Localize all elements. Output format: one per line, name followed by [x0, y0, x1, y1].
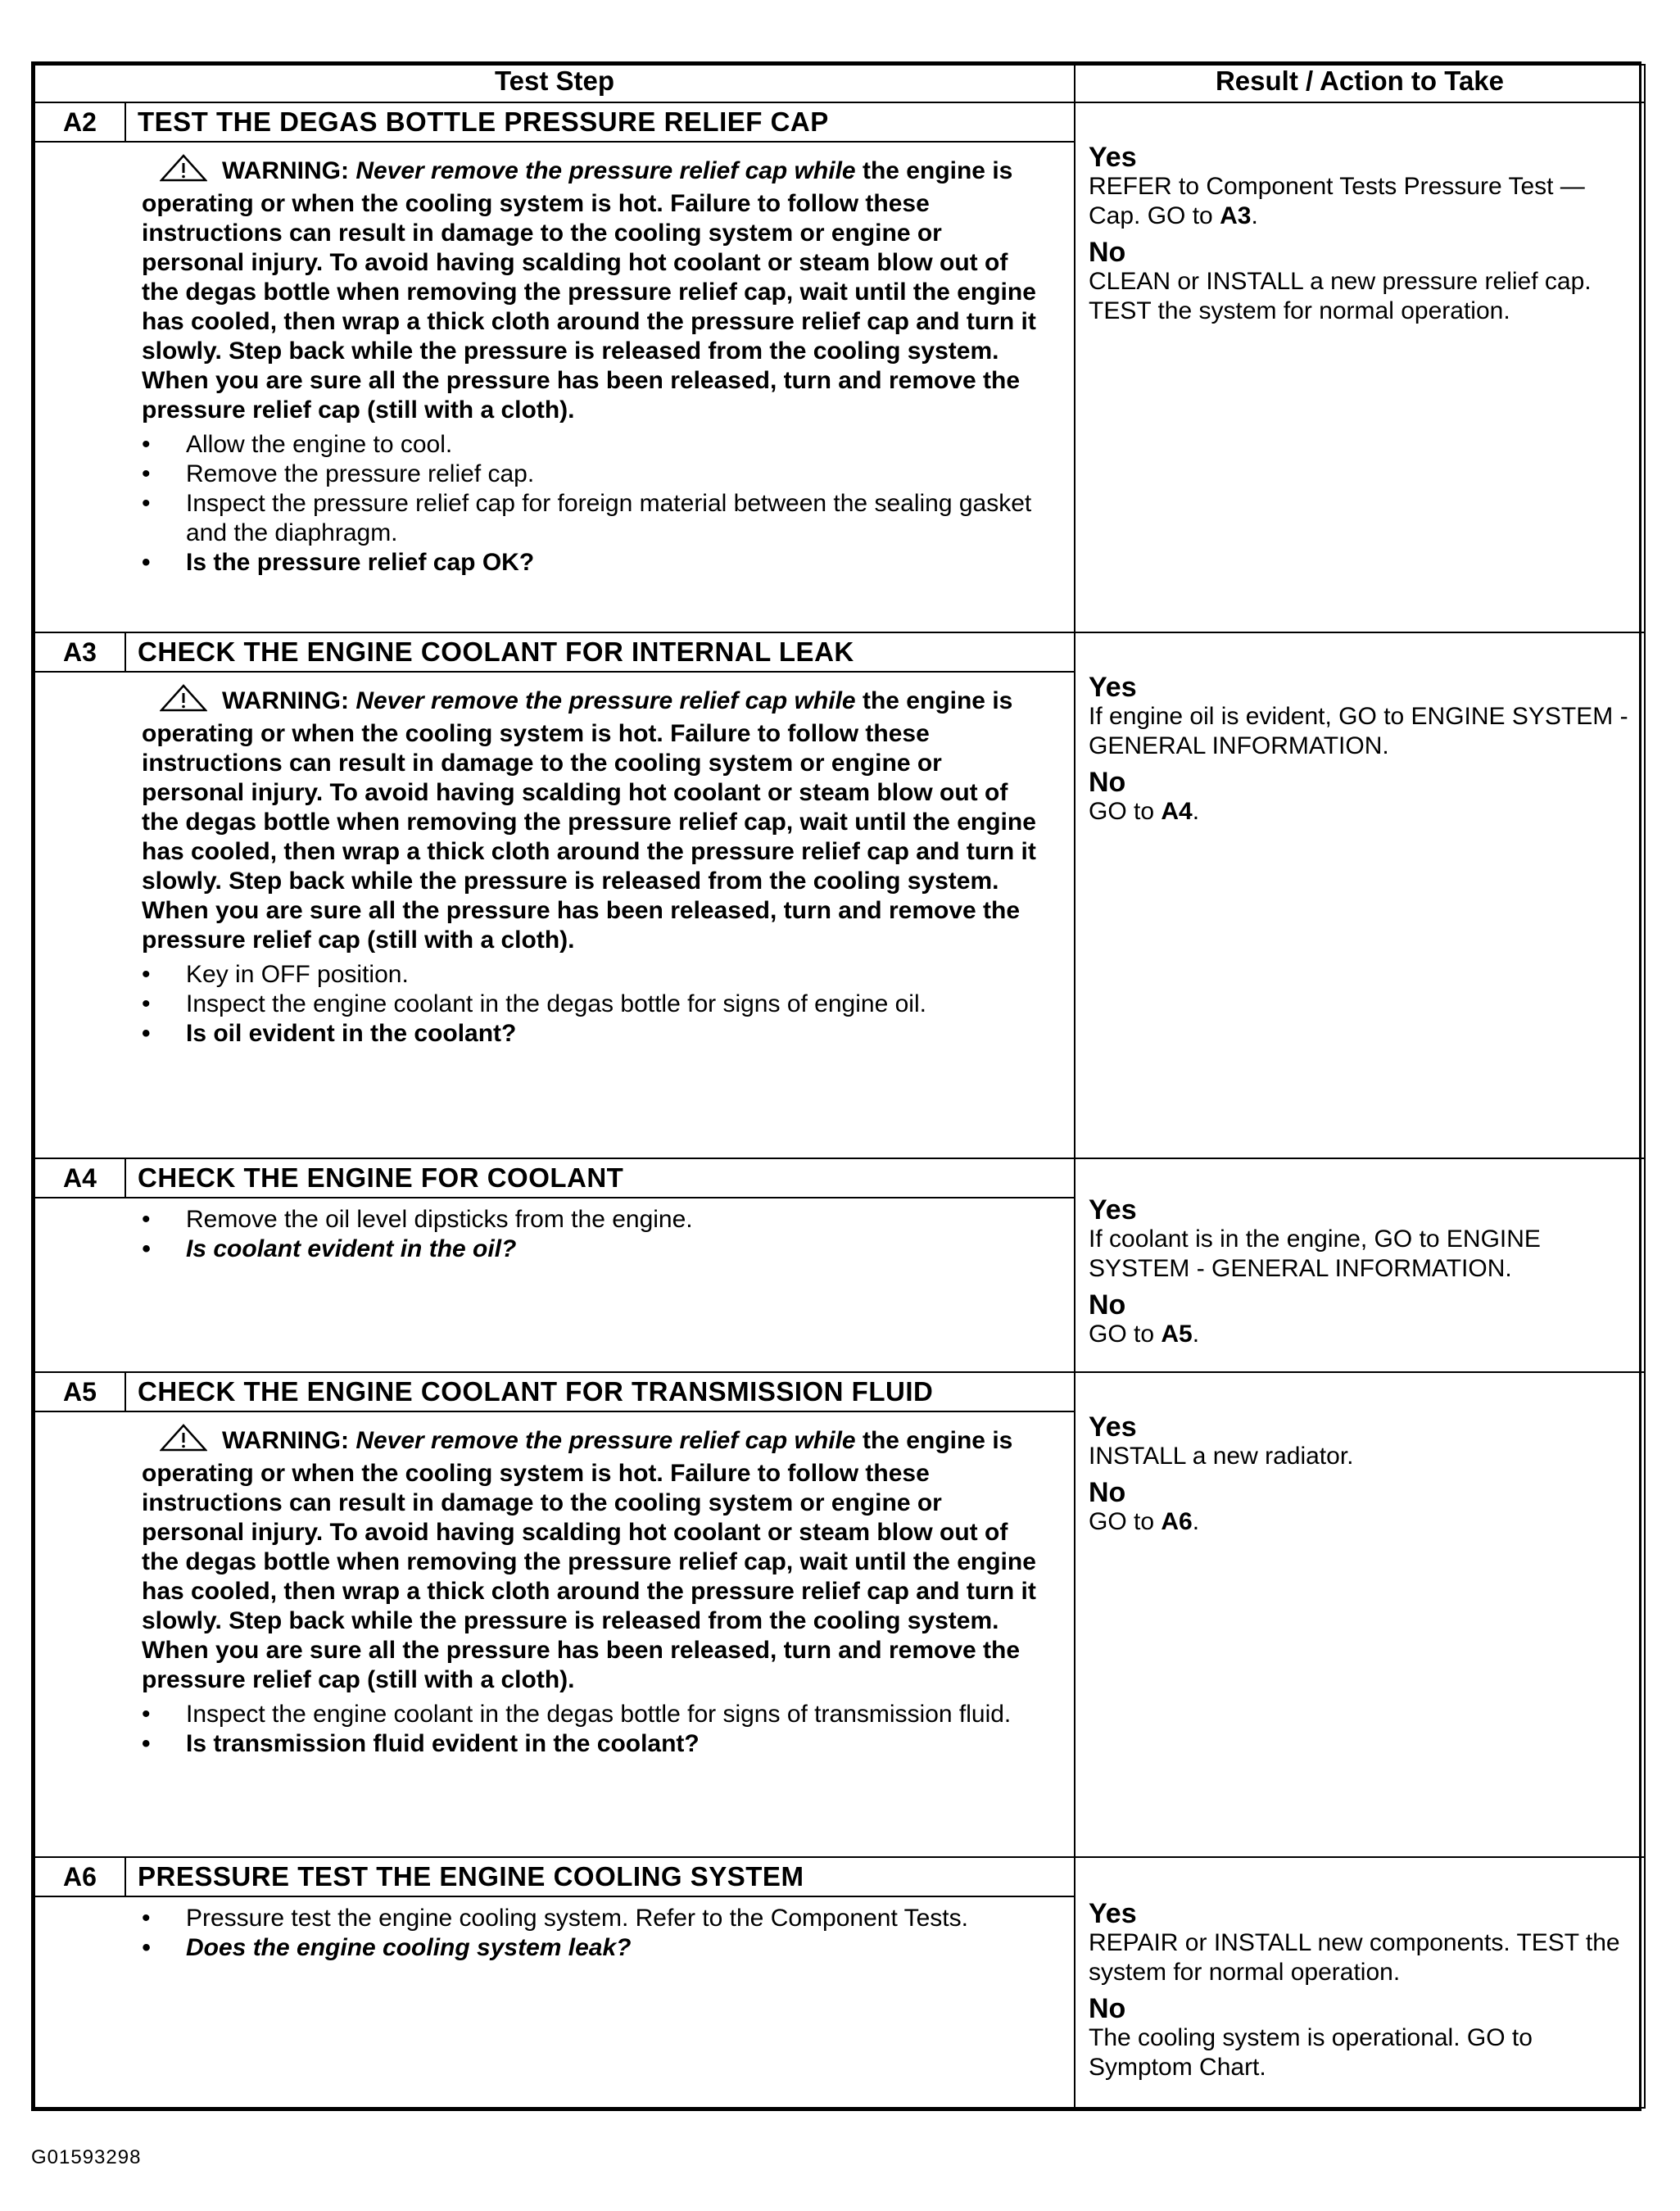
no-label: No: [1089, 237, 1126, 268]
list-item: • Inspect the engine coolant in the degas bottle for signs of transmission fluid.: [142, 1700, 1049, 1729]
step-a2-body: [34, 142, 1075, 632]
step-title: PRESSURE TEST THE ENGINE COOLING SYSTEM: [125, 1857, 1075, 1896]
warning-triangle-icon: [160, 154, 207, 189]
no-label: No: [1089, 1289, 1126, 1321]
header-test-step: Test Step: [34, 65, 1075, 102]
step-question: • Is transmission fluid evident in the coolant?: [142, 1729, 1049, 1759]
warning-block: WARNING: Never remove the pressure relief cap while the engine is operating or when the cooling system is hot. Failure to follow these instructions can result in damage to the cooling system or engine or personal injury. To avoid having scalding hot coolant or steam blow out of the degas bottle when removing the pressure relief cap, wait until the engine has cooled, then wrap a thick cloth around the pressure relief cap and turn it slowly. Step back while the pressure is released from the cooling system. When you are sure all the pressure has been released, turn and remove the pressure relief cap (still with a cloth).: [142, 1424, 1049, 1695]
step-a3-body: [34, 672, 1075, 1158]
step-a6-title-row: [34, 1857, 1645, 1896]
step-a2-result: [1075, 102, 1645, 632]
step-title: CHECK THE ENGINE COOLANT FOR INTERNAL LEAK: [125, 632, 1075, 672]
yes-text: If coolant is in the engine, GO to ENGINE SYSTEM - GENERAL INFORMATION.: [1089, 1226, 1541, 1282]
step-id: A3: [34, 632, 125, 672]
step-question: • Does the engine cooling system leak?: [142, 1933, 1049, 1963]
no-text: GO to A5.: [1089, 1321, 1200, 1348]
step-id: A6: [34, 1857, 125, 1896]
yes-label: Yes: [1089, 1898, 1137, 1929]
yes-text: INSTALL a new radiator.: [1089, 1443, 1354, 1470]
diagnostic-table: [31, 61, 1642, 2111]
step-a4-body: [34, 1198, 1075, 1372]
no-text: The cooling system is operational. GO to Symptom Chart.: [1089, 2024, 1533, 2081]
step-title: CHECK THE ENGINE COOLANT FOR TRANSMISSION FLUID: [125, 1372, 1075, 1411]
step-id: A4: [34, 1158, 125, 1198]
step-a2-title-row: [34, 102, 1645, 142]
yes-label: Yes: [1089, 142, 1137, 173]
list-item: • Allow the engine to cool.: [142, 430, 1049, 460]
step-title: TEST THE DEGAS BOTTLE PRESSURE RELIEF CAP: [125, 102, 1075, 142]
yes-text: REFER to Component Tests Pressure Test — Cap. GO to A3.: [1089, 173, 1585, 229]
warning-block: WARNING: Never remove the pressure relief cap while the engine is operating or when the cooling system is hot. Failure to follow these instructions can result in damage to the cooling system or engine or personal injury. To avoid having scalding hot coolant or steam blow out of the degas bottle when removing the pressure relief cap, wait until the engine has cooled, then wrap a thick cloth around the pressure relief cap and turn it slowly. Step back while the pressure is released from the cooling system. When you are sure all the pressure has been released, turn and remove the pressure relief cap (still with a cloth).: [142, 684, 1049, 955]
step-a5-result: [1075, 1372, 1645, 1857]
no-label: No: [1089, 767, 1126, 798]
step-a4-result: [1075, 1158, 1645, 1372]
step-bullets: [142, 430, 1049, 578]
step-id: A2: [34, 102, 125, 142]
step-question: • Is the pressure relief cap OK?: [142, 548, 1049, 578]
step-title: CHECK THE ENGINE FOR COOLANT: [125, 1158, 1075, 1198]
step-id: A5: [34, 1372, 125, 1411]
warning-triangle-icon: [160, 1424, 207, 1459]
step-a3-title-row: [34, 632, 1645, 672]
step-a6-body: [34, 1896, 1075, 2108]
no-text: CLEAN or INSTALL a new pressure relief cap. TEST the system for normal operation.: [1089, 268, 1592, 324]
list-item: • Remove the pressure relief cap.: [142, 460, 1049, 489]
yes-text: If engine oil is evident, GO to ENGINE SYSTEM - GENERAL INFORMATION.: [1089, 703, 1628, 759]
step-bullets: [142, 1700, 1049, 1759]
figure-id: G01593298: [31, 2146, 142, 2168]
list-item: • Pressure test the engine cooling system. Refer to the Component Tests.: [142, 1904, 1049, 1933]
list-item: • Key in OFF position.: [142, 960, 1049, 990]
yes-label: Yes: [1089, 1411, 1137, 1443]
step-a3-result: [1075, 632, 1645, 1158]
step-question: • Is oil evident in the coolant?: [142, 1019, 1049, 1049]
no-label: No: [1089, 1477, 1126, 1508]
list-item: • Inspect the engine coolant in the degas bottle for signs of engine oil.: [142, 990, 1049, 1019]
header-result-action: Result / Action to Take: [1075, 65, 1645, 102]
no-text: GO to A6.: [1089, 1508, 1200, 1535]
list-item: • Remove the oil level dipsticks from the engine.: [142, 1205, 1049, 1235]
warning-block: WARNING: Never remove the pressure relief cap while the engine is operating or when the cooling system is hot. Failure to follow these instructions can result in damage to the cooling system or engine or personal injury. To avoid having scalding hot coolant or steam blow out of the degas bottle when removing the pressure relief cap, wait until the engine has cooled, then wrap a thick cloth around the pressure relief cap and turn it slowly. Step back while the pressure is released from the cooling system. When you are sure all the pressure has been released, turn and remove the pressure relief cap (still with a cloth).: [142, 154, 1049, 425]
step-a4-title-row: [34, 1158, 1645, 1198]
step-bullets: [142, 960, 1049, 1049]
yes-label: Yes: [1089, 1194, 1137, 1226]
table-header-row: [34, 65, 1645, 102]
warning-triangle-icon: [160, 684, 207, 719]
yes-label: Yes: [1089, 672, 1137, 703]
step-a6-result: [1075, 1857, 1645, 2108]
list-item: • Inspect the pressure relief cap for foreign material between the sealing gasket and the diaphragm.: [142, 489, 1049, 548]
no-label: No: [1089, 1993, 1126, 2024]
yes-text: REPAIR or INSTALL new components. TEST the system for normal operation.: [1089, 1929, 1620, 1986]
step-question: • Is coolant evident in the oil?: [142, 1235, 1049, 1264]
step-a5-body: [34, 1411, 1075, 1857]
step-bullets: [142, 1904, 1049, 1963]
no-text: GO to A4.: [1089, 798, 1200, 825]
step-a5-title-row: [34, 1372, 1645, 1411]
step-bullets: [142, 1205, 1049, 1264]
